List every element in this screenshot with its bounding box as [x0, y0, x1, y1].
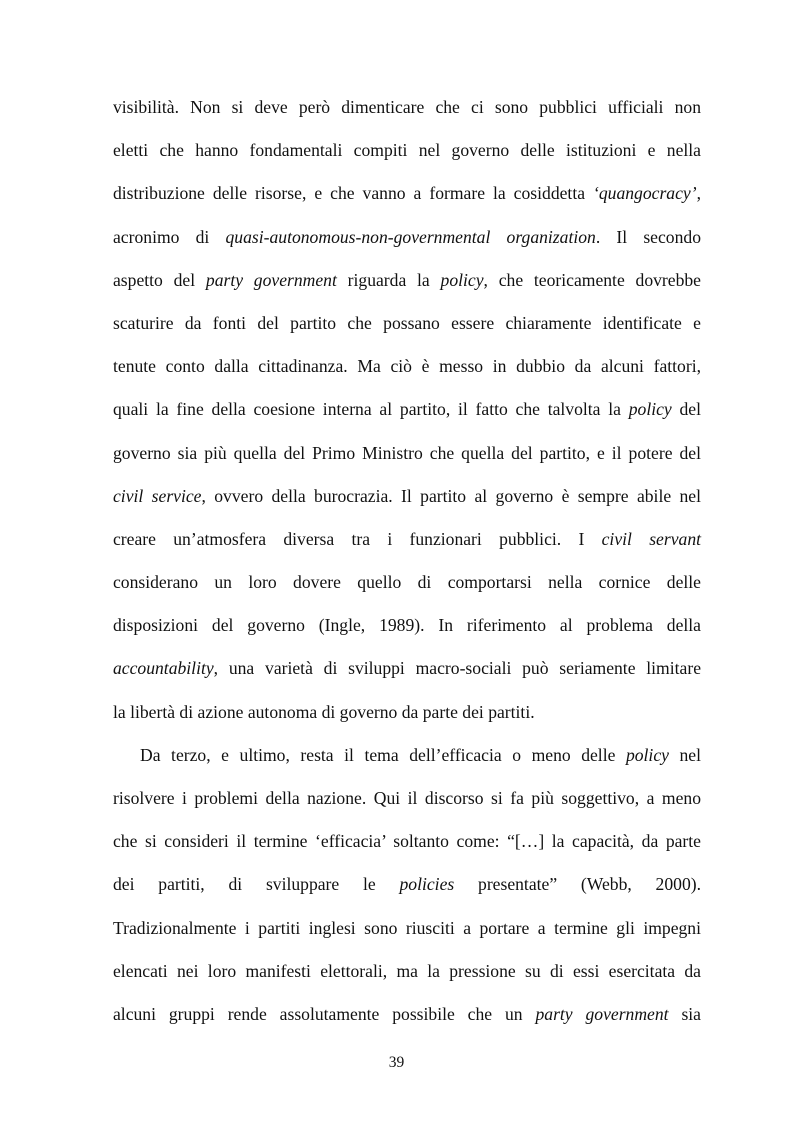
text-line	[113, 216, 701, 259]
text-line	[113, 86, 701, 129]
text-segment: tenute conto dalla cittadinanza. Ma ciò è messo in dubbio da alcuni fattori,	[113, 356, 701, 377]
text-segment: eletti che hanno fondamentali compiti nel governo delle istituzioni e nella	[113, 140, 701, 161]
text-line	[113, 820, 701, 863]
italic-text: policies	[399, 874, 455, 895]
text-segment: considerano un loro dovere quello di comportarsi nella cornice delle	[113, 572, 701, 593]
text-segment: scaturire da fonti del partito che possano essere chiaramente identificate e	[113, 312, 701, 333]
text-segment: , che teoricamente dovrebbe	[483, 269, 701, 290]
text-segment: risolvere i problemi della nazione. Qui il discorso si fa più soggettivo, a meno	[113, 788, 701, 808]
text-line	[113, 129, 701, 172]
italic-text: ‘quangocracy’	[593, 183, 697, 204]
text-line	[113, 172, 701, 215]
page-number: 39	[388, 1054, 405, 1071]
text-segment: riguarda la	[336, 269, 441, 290]
italic-text: civil service	[113, 485, 202, 506]
text-segment: che si consideri il termine ‘efficacia’ soltanto come: “[…] la capacità, da parte	[113, 831, 701, 852]
text-segment: elencati nei loro manifesti elettorali, ma la pressione su di essi esercitata da	[113, 960, 701, 981]
text-line	[113, 993, 701, 1036]
text-segment: nel	[668, 744, 701, 765]
italic-text: policy	[625, 744, 669, 765]
text-line	[113, 691, 701, 734]
text-line	[113, 345, 701, 388]
text-segment: del	[671, 399, 701, 420]
body-text	[113, 86, 701, 1036]
italic-text: accountability	[113, 658, 214, 679]
italic-text: policy	[440, 269, 484, 290]
text-segment: creare un’atmosfera diversa tra i funzionari pubblici. I	[113, 528, 602, 549]
text-line	[113, 561, 701, 604]
text-segment: , una varietà di sviluppi macro-sociali può seriamente limitare	[213, 658, 701, 679]
text-segment: la libertà di azione autonoma di governo da parte dei partiti.	[113, 701, 535, 722]
text-segment: . Il secondo	[595, 226, 701, 247]
text-line	[113, 647, 701, 690]
text-segment: aspetto del	[113, 269, 206, 290]
text-line	[113, 259, 701, 302]
text-segment: ,	[696, 183, 701, 204]
italic-text: party government	[205, 269, 337, 290]
text-line	[113, 734, 701, 777]
text-line	[113, 863, 701, 906]
text-segment: , ovvero della burocrazia. Il partito al governo è sempre abile nel	[201, 485, 702, 506]
text-segment: sia	[668, 1003, 701, 1024]
text-segment: Da terzo, e ultimo, resta il tema dell’efficacia o meno delle	[140, 744, 626, 765]
text-segment: acronimo di	[113, 226, 226, 247]
text-segment: disposizioni del governo (Ingle, 1989). In riferimento al problema della	[113, 615, 701, 636]
text-line	[113, 907, 701, 950]
text-line	[113, 518, 701, 561]
text-line	[113, 777, 701, 820]
text-segment: quali la fine della coesione interna al partito, il fatto che talvolta la	[113, 399, 629, 420]
text-segment: alcuni gruppi rende assolutamente possibile che un	[113, 1003, 536, 1024]
text-line	[113, 475, 701, 518]
italic-text: policy	[628, 399, 672, 420]
text-line	[113, 432, 701, 475]
italic-text: quasi-autonomous-non-governmental organization	[225, 226, 596, 247]
text-segment: dei partiti, di sviluppare le	[113, 874, 400, 895]
text-line	[113, 302, 701, 345]
italic-text: party government	[535, 1003, 669, 1024]
italic-text: civil servant	[601, 528, 701, 549]
text-segment: distribuzione delle risorse, e che vanno a formare la cosiddetta	[113, 183, 594, 204]
text-segment: visibilità. Non si deve però dimenticare che ci sono pubblici ufficiali non	[113, 97, 701, 117]
text-segment: Tradizionalmente i partiti inglesi sono riusciti a portare a termine gli impegni	[113, 917, 701, 938]
text-line	[113, 604, 701, 647]
text-line	[113, 950, 701, 993]
text-line	[113, 388, 701, 431]
text-segment: governo sia più quella del Primo Ministro che quella del partito, e il potere del	[113, 442, 701, 463]
text-segment: presentate” (Webb, 2000).	[454, 874, 701, 895]
